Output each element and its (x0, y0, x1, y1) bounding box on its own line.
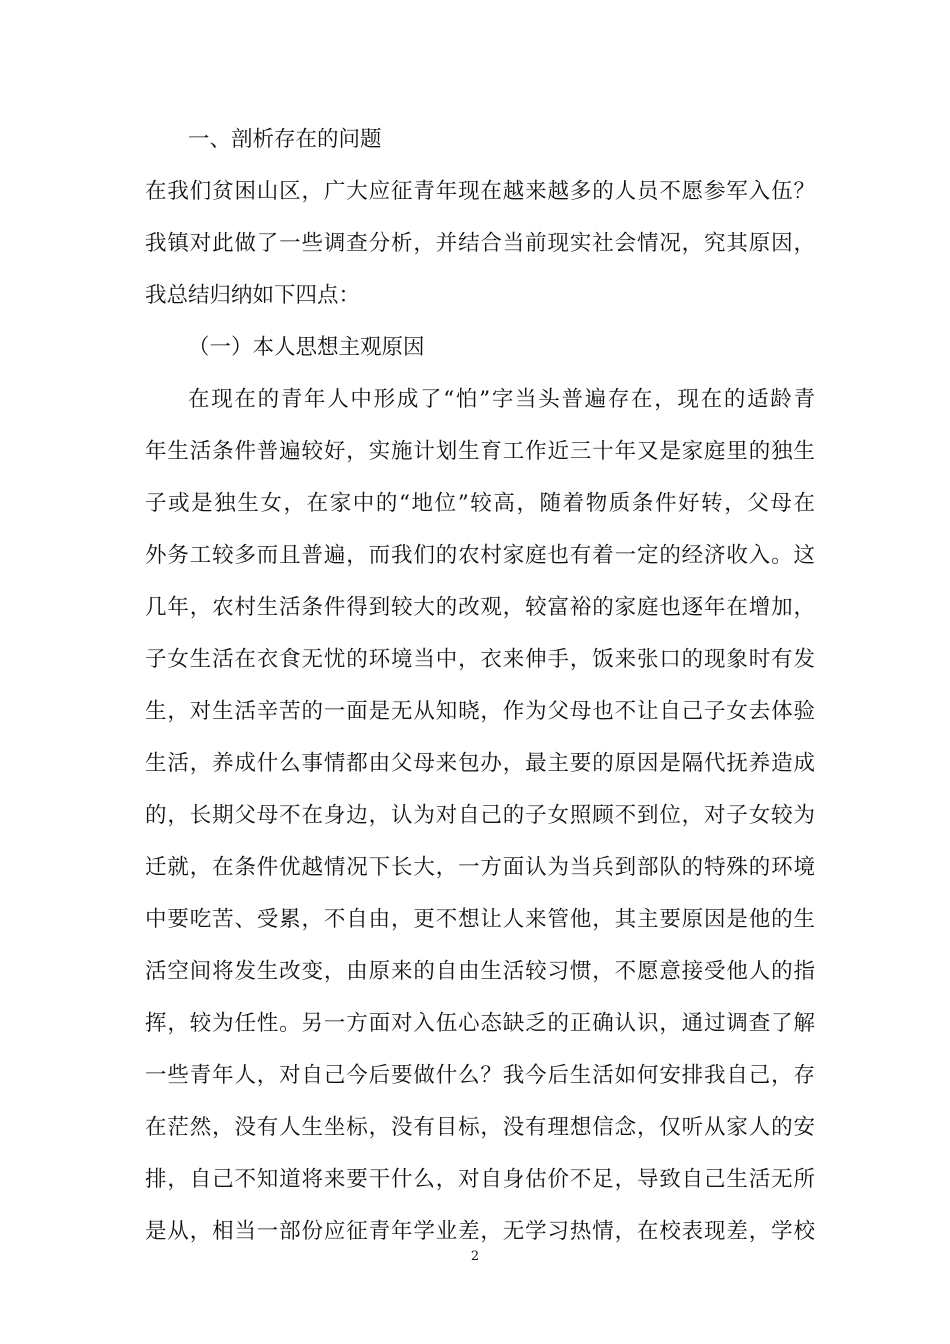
body-line: 在茫然，没有人生坐标，没有目标，没有理想信念，仅听从家人的安 (145, 1115, 815, 1140)
body-line: 的，长期父母不在身边，认为对自己的子女照顾不到位，对子女较为 (145, 803, 815, 828)
body-line: 活空间将发生改变，由原来的自由生活较习惯，不愿意接受他人的指 (145, 959, 815, 984)
body-line: 在现在的青年人中形成了“怕”字当头普遍存在，现在的适龄青 (188, 387, 815, 412)
body-line: 几年，农村生活条件得到较大的改观，较富裕的家庭也逐年在增加， (145, 595, 815, 620)
body-line: 子或是独生女，在家中的“地位”较高，随着物质条件好转，父母在 (145, 491, 815, 516)
body-line: 是从，相当一部份应征青年学业差，无学习热情，在校表现差，学校 (145, 1219, 815, 1244)
body-line: 中要吃苦、受累，不自由，更不想让人来管他，其主要原因是他的生 (145, 907, 815, 932)
document-body (145, 118, 815, 1262)
body-line: 外务工较多而且普遍，而我们的农村家庭也有着一定的经济收入。这 (145, 543, 815, 568)
intro-line: 我总结归纳如下四点： (145, 283, 361, 308)
subsection-heading: （一）本人思想主观原因 (188, 335, 425, 360)
intro-line: 我镇对此做了一些调查分析，并结合当前现实社会情况，究其原因， (145, 231, 815, 256)
body-line: 子女生活在衣食无忧的环境当中，衣来伸手，饭来张口的现象时有发 (145, 647, 815, 672)
body-line: 迁就，在条件优越情况下长大，一方面认为当兵到部队的特殊的环境 (145, 855, 815, 880)
section-heading: 一、剖析存在的问题 (188, 127, 382, 152)
body-line: 排，自己不知道将来要干什么，对自身估价不足，导致自己生活无所 (145, 1167, 815, 1192)
body-line: 年生活条件普遍较好，实施计划生育工作近三十年又是家庭里的独生 (145, 439, 815, 464)
intro-line: 在我们贫困山区，广大应征青年现在越来越多的人员不愿参军入伍？ (145, 179, 815, 204)
body-line: 挥，较为任性。另一方面对入伍心态缺乏的正确认识，通过调查了解 (145, 1011, 815, 1036)
page-number: 2 (470, 1249, 480, 1264)
body-line: 生，对生活辛苦的一面是无从知晓，作为父母也不让自己子女去体验 (145, 699, 815, 724)
body-line: 一些青年人，对自己今后要做什么？我今后生活如何安排我自己，存 (145, 1063, 815, 1088)
body-line: 生活，养成什么事情都由父母来包办，最主要的原因是隔代抚养造成 (145, 751, 815, 776)
